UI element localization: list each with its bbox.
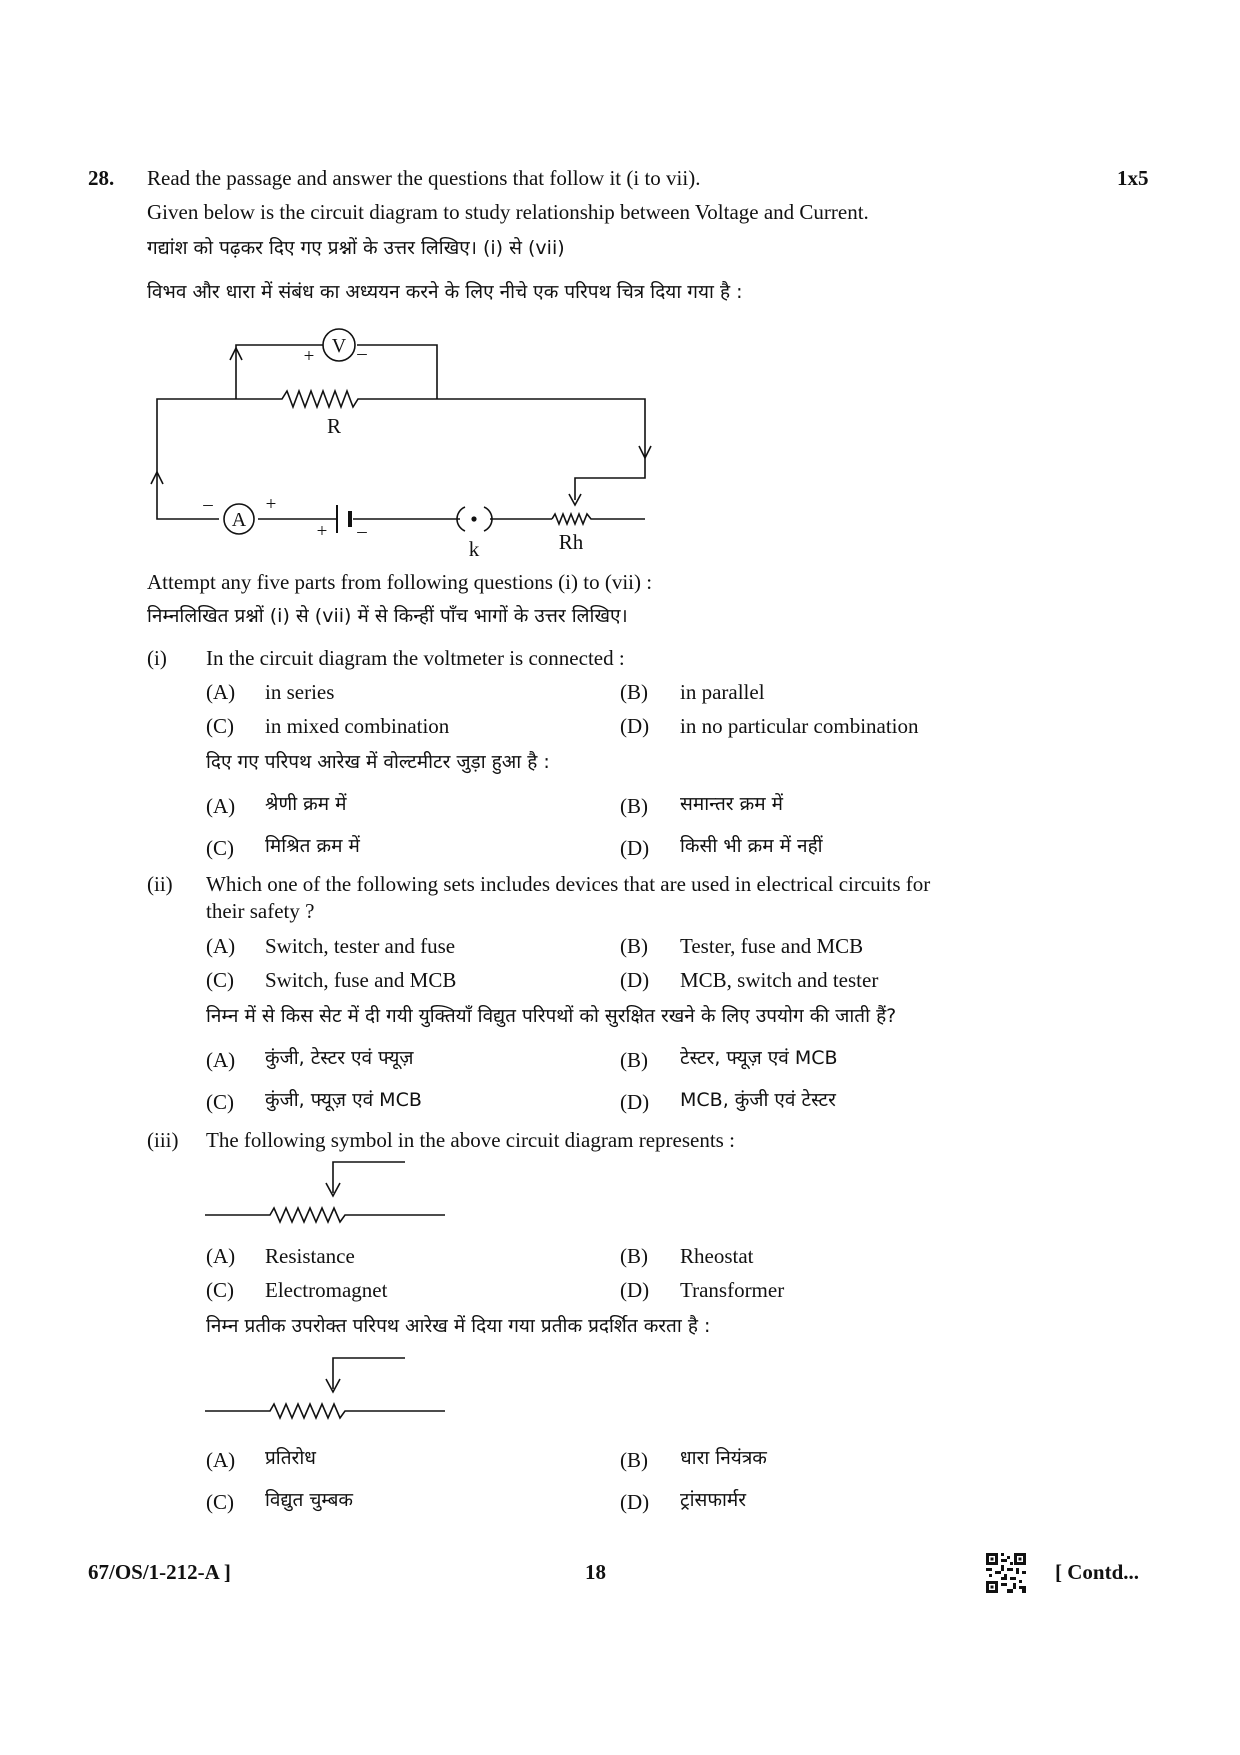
q1-hi-option-b: समान्तर क्रम में — [680, 793, 783, 815]
q2-text-hi: निम्न में से किस सेट में दी गयी युक्तियाँ विद्युत परिपथों को सुरक्षित रखने के लिए उपयोग की जाती हैं? — [206, 1005, 897, 1027]
voltmeter-label: V — [331, 335, 347, 357]
battery-plus: + — [316, 521, 328, 542]
q3-hi-option-c-key: (C) — [206, 1490, 234, 1514]
q2-option-d-key: (D) — [620, 968, 650, 992]
rheostat-label: Rh — [558, 530, 584, 554]
q1-hi-option-a-key: (A) — [206, 794, 236, 818]
q1-hi-option-c-key: (C) — [206, 836, 234, 860]
rheostat-symbol-hi — [205, 1356, 445, 1416]
passage-en: Given below is the circuit diagram to study relationship between Voltage and Current. — [147, 200, 869, 224]
q2-option-d: MCB, switch and tester — [680, 968, 879, 992]
resistor-label: R — [326, 414, 342, 438]
continued-label: [ Contd... — [1055, 1560, 1140, 1584]
q1-text-en: In the circuit diagram the voltmeter is connected : — [206, 646, 625, 670]
q3-hi-option-d: ट्रांसफार्मर — [680, 1489, 747, 1511]
q2-hi-option-d-key: (D) — [620, 1090, 650, 1114]
q2-option-c: Switch, fuse and MCB — [265, 968, 457, 992]
q1-hi-option-c: मिश्रित क्रम में — [265, 835, 360, 857]
q2-hi-option-c-key: (C) — [206, 1090, 234, 1114]
qr-code-icon — [986, 1553, 1026, 1593]
q1-option-b-key: (B) — [620, 680, 648, 704]
q3-hi-option-c: विद्युत चुम्बक — [265, 1489, 354, 1511]
q3-text-hi: निम्न प्रतीक उपरोक्त परिपथ आरेख में दिया गया प्रतीक प्रदर्शित करता है : — [206, 1315, 711, 1337]
q3-option-a: Resistance — [265, 1244, 355, 1268]
q2-option-c-key: (C) — [206, 968, 234, 992]
question-intro-en: Read the passage and answer the questions that follow it (i to vii). — [147, 166, 701, 190]
q1-hi-option-d: किसी भी क्रम में नहीं — [680, 835, 823, 857]
page-number: 18 — [585, 1560, 606, 1584]
q3-option-d: Transformer — [680, 1278, 785, 1302]
q2-option-a: Switch, tester and fuse — [265, 934, 456, 958]
q2-option-b-key: (B) — [620, 934, 648, 958]
q3-option-c-key: (C) — [206, 1278, 234, 1302]
q2-option-b: Tester, fuse and MCB — [680, 934, 864, 958]
q3-option-c: Electromagnet — [265, 1278, 388, 1302]
voltmeter-plus: + — [303, 346, 315, 367]
q3-option-b-key: (B) — [620, 1244, 648, 1268]
q2-number: (ii) — [147, 872, 173, 896]
ammeter-minus: – — [203, 494, 213, 515]
instruction-en: Attempt any five parts from following questions (i) to (vii) : — [147, 570, 653, 594]
q3-option-d-key: (D) — [620, 1278, 650, 1302]
q1-option-c-key: (C) — [206, 714, 234, 738]
question-number: 28. — [88, 166, 115, 190]
q2-hi-option-c: कुंजी, फ्यूज़ एवं MCB — [265, 1089, 422, 1111]
q3-hi-option-a-key: (A) — [206, 1448, 236, 1472]
q1-text-hi: दिए गए परिपथ आरेख में वोल्टमीटर जुड़ा हुआ है : — [206, 751, 550, 773]
q3-hi-option-b-key: (B) — [620, 1448, 648, 1472]
ammeter-plus: + — [265, 494, 277, 515]
q3-hi-option-d-key: (D) — [620, 1490, 650, 1514]
q1-hi-option-d-key: (D) — [620, 836, 650, 860]
q1-option-a-key: (A) — [206, 680, 236, 704]
q3-option-a-key: (A) — [206, 1244, 236, 1268]
passage-hi: विभव और धारा में संबंध का अध्ययन करने के लिए नीचे एक परिपथ चित्र दिया गया है : — [147, 281, 743, 303]
question-marks: 1x5 — [1117, 166, 1149, 190]
q2-hi-option-b-key: (B) — [620, 1048, 648, 1072]
instruction-hi: निम्नलिखित प्रश्नों (i) से (vii) में से किन्हीं पाँच भागों के उत्तर लिखिए। — [147, 605, 628, 627]
q2-text-en-line1: Which one of the following sets includes devices that are used in electrical circuits for — [206, 872, 931, 896]
q1-number: (i) — [147, 646, 167, 670]
q2-text-en-line2: their safety ? — [206, 899, 315, 923]
q2-hi-option-d: MCB, कुंजी एवं टेस्टर — [680, 1089, 836, 1111]
q1-option-b: in parallel — [680, 680, 765, 704]
q1-option-d: in no particular combination — [680, 714, 919, 738]
rheostat-symbol — [205, 1160, 445, 1220]
q3-text-en: The following symbol in the above circuit diagram represents : — [206, 1128, 735, 1152]
voltmeter-minus: – — [357, 343, 367, 364]
key-label: k — [468, 537, 480, 561]
q1-option-d-key: (D) — [620, 714, 650, 738]
q3-option-b: Rheostat — [680, 1244, 754, 1268]
q2-hi-option-b: टेस्टर, फ्यूज़ एवं MCB — [680, 1047, 838, 1069]
q1-option-c: in mixed combination — [265, 714, 450, 738]
q2-option-a-key: (A) — [206, 934, 236, 958]
q1-hi-option-a: श्रेणी क्रम में — [265, 793, 347, 815]
question-intro-hi: गद्यांश को पढ़कर दिए गए प्रश्नों के उत्तर लिखिए। (i) से (vii) — [147, 237, 565, 259]
ammeter-label: A — [231, 509, 247, 531]
q3-hi-option-a: प्रतिरोध — [265, 1447, 316, 1469]
q3-number: (iii) — [147, 1128, 179, 1152]
q2-hi-option-a-key: (A) — [206, 1048, 236, 1072]
battery-minus: – — [357, 521, 367, 542]
q3-hi-option-b: धारा नियंत्रक — [680, 1447, 767, 1469]
q2-hi-option-a: कुंजी, टेस्टर एवं फ्यूज़ — [265, 1047, 414, 1069]
paper-code: 67/OS/1-212-A ] — [88, 1560, 231, 1584]
q1-option-a: in series — [265, 680, 335, 704]
q1-hi-option-b-key: (B) — [620, 794, 648, 818]
